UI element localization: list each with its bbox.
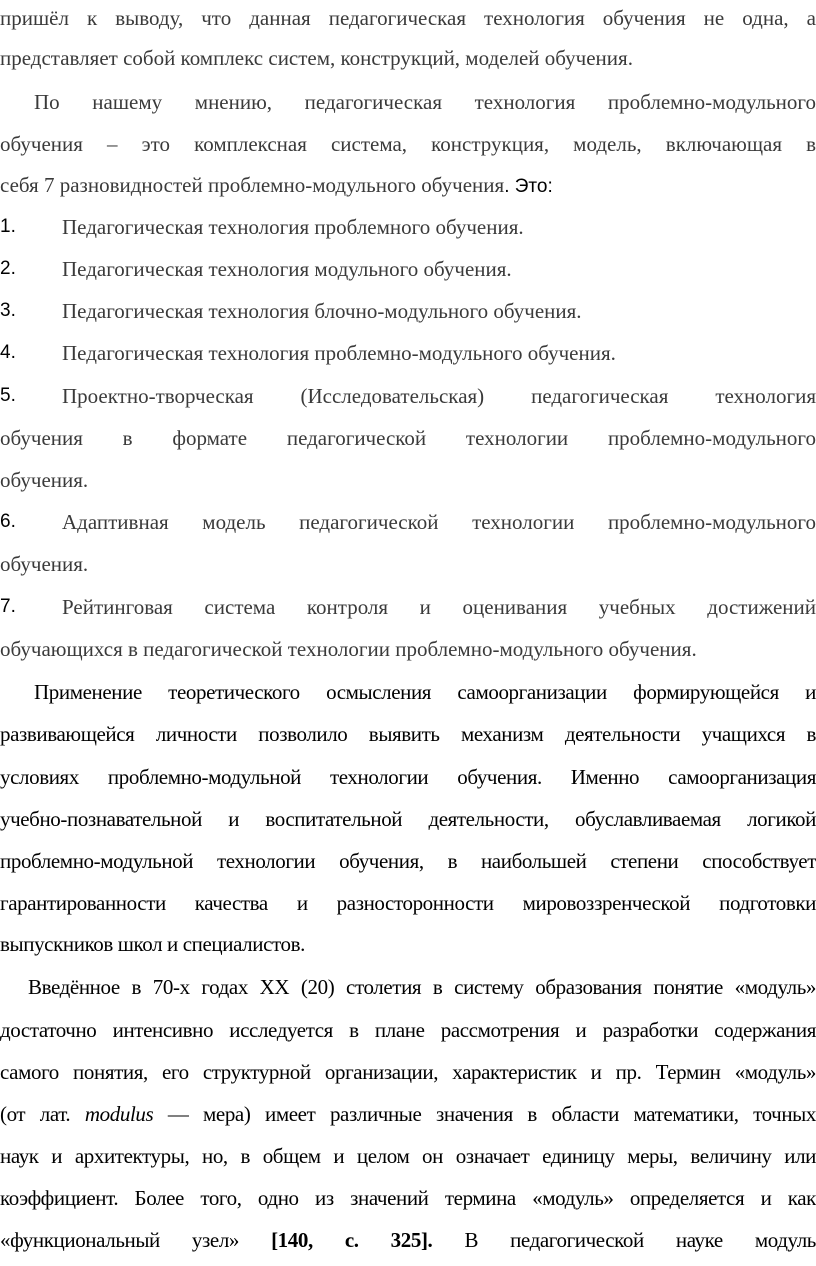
list-item-continuation: обучения. bbox=[0, 468, 89, 492]
paragraph3-line: выпускников школ и специалистов. bbox=[0, 932, 305, 956]
paragraph4-line4-start: (от лат. bbox=[0, 1102, 85, 1126]
list-item-number: 7. bbox=[0, 596, 16, 617]
paragraph3-line: проблемно-модульной технологии обучения, в наибольшей степени способствует bbox=[0, 849, 816, 873]
paragraph4-line4-end: — мера) имеет различные значения в области математики, точных bbox=[153, 1102, 816, 1126]
paragraph4-line6: коэффициент. Более того, одно из значений термина «модуль» определяется и как bbox=[0, 1186, 816, 1210]
list-item-number: 1. bbox=[0, 216, 16, 237]
paragraph2-line1: По нашему мнению, педагогическая технология проблемно-модульного bbox=[34, 90, 816, 114]
list-item-text: Педагогическая технология модульного обучения. bbox=[62, 257, 512, 281]
paragraph3-line: гарантированности качества и разносторонности мировоззренческой подготовки bbox=[0, 891, 816, 915]
paragraph3-line: условиях проблемно-модульной технологии обучения. Именно самоорганизация bbox=[0, 765, 816, 789]
paragraph2-line2: обучения – это комплексная система, конструкция, модель, включающая в bbox=[0, 132, 816, 156]
list-item-text: Рейтинговая система контроля и оценивания учебных достижений bbox=[62, 595, 816, 619]
list-item-number: 5. bbox=[0, 385, 16, 406]
paragraph3-line: учебно-познавательной и воспитательной деятельности, обуславливаемая логикой bbox=[0, 807, 816, 831]
paragraph4-line4 bbox=[0, 1099, 816, 1129]
paragraph4-line7 bbox=[0, 1225, 816, 1255]
paragraph2-line3-ending: . Это: bbox=[504, 176, 553, 197]
paragraph4-line7-start: «функциональный узел» bbox=[0, 1228, 272, 1252]
paragraph1-line1: пришёл к выводу, что данная педагогическая технология обучения не одна, а bbox=[0, 6, 816, 30]
paragraph2-line3-text: себя 7 разновидностей проблемно-модульного обучения bbox=[0, 173, 505, 197]
paragraph3-line: Применение теоретического осмысления самоорганизации формирующейся и bbox=[34, 680, 816, 704]
list-item-text: Проектно-творческая (Исследовательская) педагогическая технология bbox=[62, 384, 816, 408]
list-item-continuation: обучающихся в педагогической технологии проблемно-модульного обучения. bbox=[0, 637, 697, 661]
list-item-text: Адаптивная модель педагогической технологии проблемно-модульного bbox=[62, 510, 816, 534]
paragraph1-line2: представляет собой комплекс систем, конструкций, моделей обучения. bbox=[0, 46, 633, 70]
list-item-text: Педагогическая технология проблемно-модульного обучения. bbox=[62, 341, 616, 365]
paragraph4-line1: Введённое в 70-х годах XX (20) столетия в систему образования понятие «модуль» bbox=[28, 975, 816, 999]
list-item-text: Педагогическая технология блочно-модульного обучения. bbox=[62, 299, 582, 323]
paragraph4-line3: самого понятия, его структурной организации, характеристик и пр. Термин «модуль» bbox=[0, 1060, 816, 1084]
paragraph4-line7-end: В педагогической науке модуль bbox=[432, 1228, 816, 1252]
paragraph4-line2: достаточно интенсивно исследуется в плане рассмотрения и разработки содержания bbox=[0, 1018, 816, 1042]
paragraph4-line5: наук и архитектуры, но, в общем и целом он означает единицу меры, величину или bbox=[0, 1144, 816, 1168]
list-item-number: 6. bbox=[0, 511, 16, 532]
list-item-number: 2. bbox=[0, 258, 16, 279]
list-item-continuation: обучения в формате педагогической технологии проблемно-модульного bbox=[0, 426, 816, 450]
list-item-number: 3. bbox=[0, 300, 16, 321]
list-item-text: Педагогическая технология проблемного обучения. bbox=[62, 215, 524, 239]
latin-term: modulus bbox=[84, 1102, 154, 1126]
paragraph2-line3 bbox=[0, 170, 816, 202]
list-item-continuation: обучения. bbox=[0, 552, 89, 576]
list-item-number: 4. bbox=[0, 342, 16, 363]
citation: [140, с. 325]. bbox=[271, 1228, 433, 1252]
paragraph3-line: развивающейся личности позволило выявить механизм деятельности учащихся в bbox=[0, 722, 816, 746]
